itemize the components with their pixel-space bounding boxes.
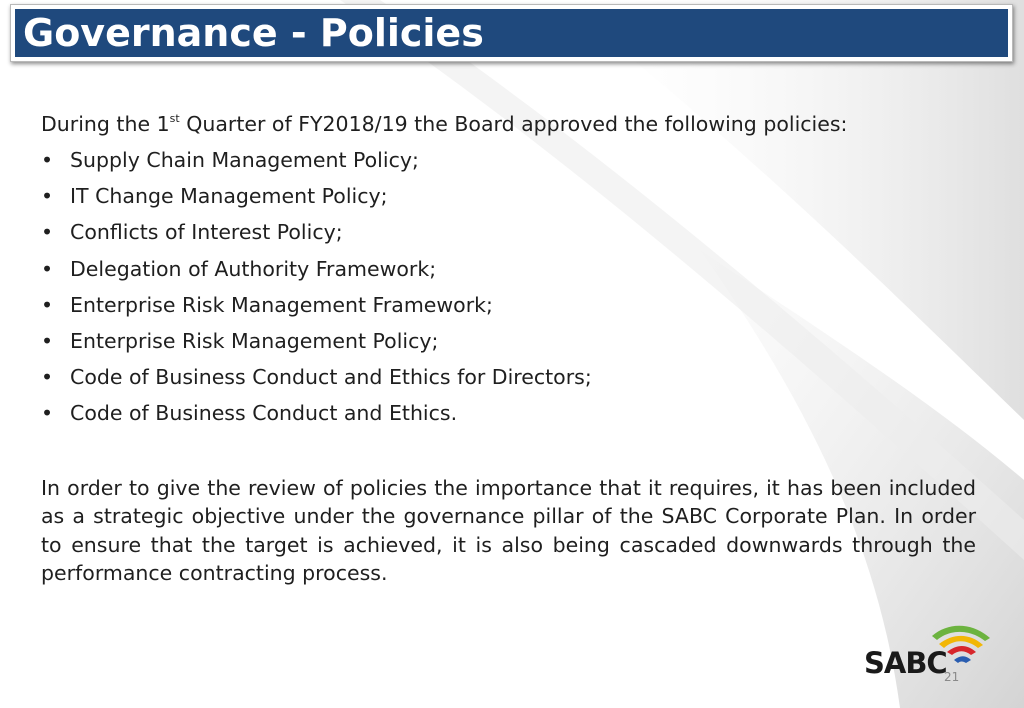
intro-sentence (41, 108, 976, 140)
policy-label: Code of Business Conduct and Ethics. (70, 401, 458, 426)
sabc-logo (864, 620, 994, 682)
policy-label: Conflicts of Interest Policy; (70, 220, 343, 245)
governance-paragraph: In order to give the review of policies the importance that it requires, it has been included as a strategic objective under the governance pillar of the SABC Corporate Plan. In order to ensure that the target is achieved, it is also being cascaded downwards through the performance contracting process. (41, 475, 976, 586)
page-number: 21 (944, 670, 960, 684)
bullet-icon: • (41, 184, 54, 209)
policy-item (41, 359, 976, 395)
title-banner-fill (15, 9, 1008, 57)
intro-text-after: Quarter of FY2018/19 the Board approved the following policies: (179, 112, 848, 136)
policy-item (41, 323, 976, 359)
policy-label: Enterprise Risk Management Framework; (70, 292, 493, 317)
bullet-icon: • (41, 401, 54, 426)
sabc-logo-text: SABC (864, 646, 947, 680)
bullet-icon: • (41, 292, 54, 317)
bullet-icon: • (41, 220, 54, 245)
policy-item (41, 395, 976, 431)
policy-label: Enterprise Risk Management Policy; (70, 329, 439, 354)
policy-label: Code of Business Conduct and Ethics for Directors; (70, 365, 592, 390)
policy-list (41, 142, 976, 432)
slide-content (41, 108, 976, 588)
policy-label: Delegation of Authority Framework; (70, 256, 437, 281)
title-banner (10, 4, 1013, 62)
intro-ordinal-suffix: st (169, 112, 180, 125)
policy-item (41, 178, 976, 214)
bullet-icon: • (41, 256, 54, 281)
bullet-icon: • (41, 148, 54, 172)
slide-title: Governance - Policies (23, 11, 484, 55)
policy-item (41, 287, 976, 323)
bullet-icon: • (41, 365, 54, 390)
policy-item (41, 142, 976, 178)
policy-item (41, 214, 976, 250)
bullet-icon: • (41, 329, 54, 354)
policy-item (41, 251, 976, 287)
policy-label: IT Change Management Policy; (70, 184, 388, 209)
intro-text-before: During the 1 (41, 112, 170, 136)
policy-label: Supply Chain Management Policy; (70, 148, 419, 172)
